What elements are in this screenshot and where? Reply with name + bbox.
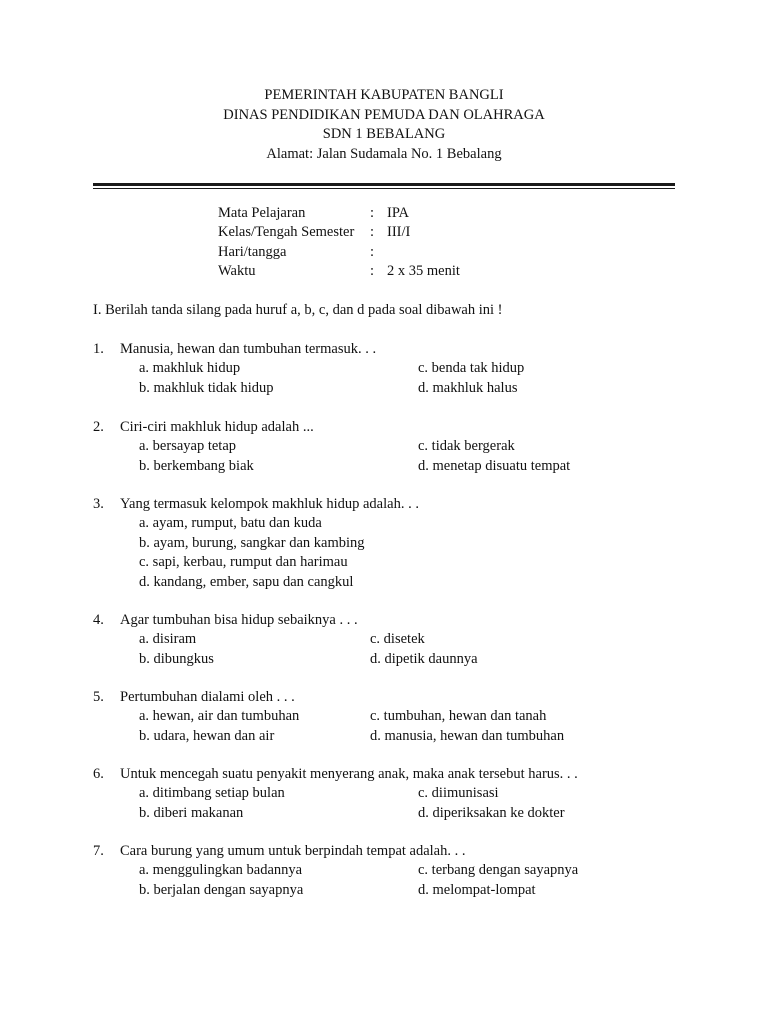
exam-info (218, 204, 518, 282)
question-text: Cara burung yang umum untuk berpindah tempat adalah. . . (120, 843, 466, 859)
question-number: 7. (93, 843, 104, 859)
option-b: b. makhluk tidak hidup (139, 379, 274, 396)
option-a: a. ayam, rumput, batu dan kuda (139, 515, 322, 532)
info-row-date (218, 243, 518, 262)
section-instruction: I. Berilah tanda silang pada huruf a, b, c, dan d pada soal dibawah ini ! (93, 302, 503, 318)
question-4 (93, 611, 713, 669)
option-b: b. udara, hewan dan air (139, 727, 275, 744)
option-d: d. kandang, ember, sapu dan cangkul (139, 573, 354, 590)
option-c: c. sapi, kerbau, rumput dan harimau (139, 554, 348, 571)
info-label: Hari/tangga (218, 243, 287, 260)
option-c: c. benda tak hidup (418, 360, 525, 377)
option-a: a. bersayap tetap (139, 438, 237, 455)
question-2 (93, 418, 713, 476)
question-number: 3. (93, 496, 104, 512)
option-b: b. berjalan dengan sayapnya (139, 881, 304, 898)
header-divider-thin (93, 188, 675, 189)
option-b: b. ayam, burung, sangkar dan kambing (139, 534, 365, 551)
question-number: 2. (93, 419, 104, 435)
question-6 (93, 765, 713, 823)
option-a: a. makhluk hidup (139, 360, 241, 377)
info-value: 2 x 35 menit (387, 263, 460, 280)
option-c: c. diimunisasi (418, 785, 499, 802)
question-number: 4. (93, 612, 104, 628)
question-text: Untuk mencegah suatu penyakit menyerang anak, maka anak tersebut harus. . . (120, 766, 578, 782)
option-a: a. hewan, air dan tumbuhan (139, 708, 300, 725)
info-label: Waktu (218, 263, 256, 280)
option-a: a. disiram (139, 631, 197, 648)
info-row-time (218, 262, 518, 281)
question-text: Manusia, hewan dan tumbuhan termasuk. . . (120, 341, 377, 357)
option-a: a. menggulingkan badannya (139, 862, 303, 879)
question-3 (93, 495, 713, 592)
document-header (0, 86, 768, 164)
question-7 (93, 842, 713, 900)
option-d: d. manusia, hewan dan tumbuhan (370, 727, 565, 744)
question-text: Agar tumbuhan bisa hidup sebaiknya . . . (120, 612, 358, 628)
option-c: c. disetek (370, 631, 425, 648)
option-d: d. menetap disuatu tempat (418, 457, 571, 474)
info-colon: : (370, 224, 375, 241)
option-d: d. diperiksakan ke dokter (418, 804, 565, 821)
question-text: Pertumbuhan dialami oleh . . . (120, 689, 295, 705)
question-1 (93, 340, 713, 398)
option-d: d. melompat-lompat (418, 881, 536, 898)
question-number: 1. (93, 341, 104, 357)
info-row-subject (218, 204, 518, 223)
info-colon: : (370, 205, 375, 221)
option-c: c. tumbuhan, hewan dan tanah (370, 708, 547, 725)
info-label: Mata Pelajaran (218, 205, 306, 221)
option-d: d. makhluk halus (418, 379, 518, 396)
header-divider-thick (93, 183, 675, 186)
question-text: Yang termasuk kelompok makhluk hidup adalah. . . (120, 496, 419, 512)
option-c: c. terbang dengan sayapnya (418, 862, 579, 879)
header-school-name: SDN 1 BEBALANG (322, 126, 446, 142)
option-b: b. dibungkus (139, 650, 214, 667)
info-value: IPA (387, 205, 410, 221)
option-a: a. ditimbang setiap bulan (139, 785, 285, 802)
header-government: PEMERINTAH KABUPATEN BANGLI (264, 87, 504, 103)
question-number: 6. (93, 766, 104, 782)
info-colon: : (370, 243, 375, 260)
option-b: b. diberi makanan (139, 804, 244, 821)
option-c: c. tidak bergerak (418, 438, 515, 455)
question-5 (93, 688, 713, 746)
info-row-class (218, 223, 518, 242)
header-address: Alamat: Jalan Sudamala No. 1 Bebalang (266, 145, 502, 162)
question-text: Ciri-ciri makhluk hidup adalah ... (120, 419, 314, 435)
info-label: Kelas/Tengah Semester (218, 224, 355, 241)
option-d: d. dipetik daunnya (370, 650, 478, 667)
header-department: DINAS PENDIDIKAN PEMUDA DAN OLAHRAGA (223, 106, 545, 123)
info-colon: : (370, 263, 375, 280)
info-value: III/I (387, 224, 411, 241)
question-number: 5. (93, 689, 104, 705)
option-b: b. berkembang biak (139, 457, 254, 474)
